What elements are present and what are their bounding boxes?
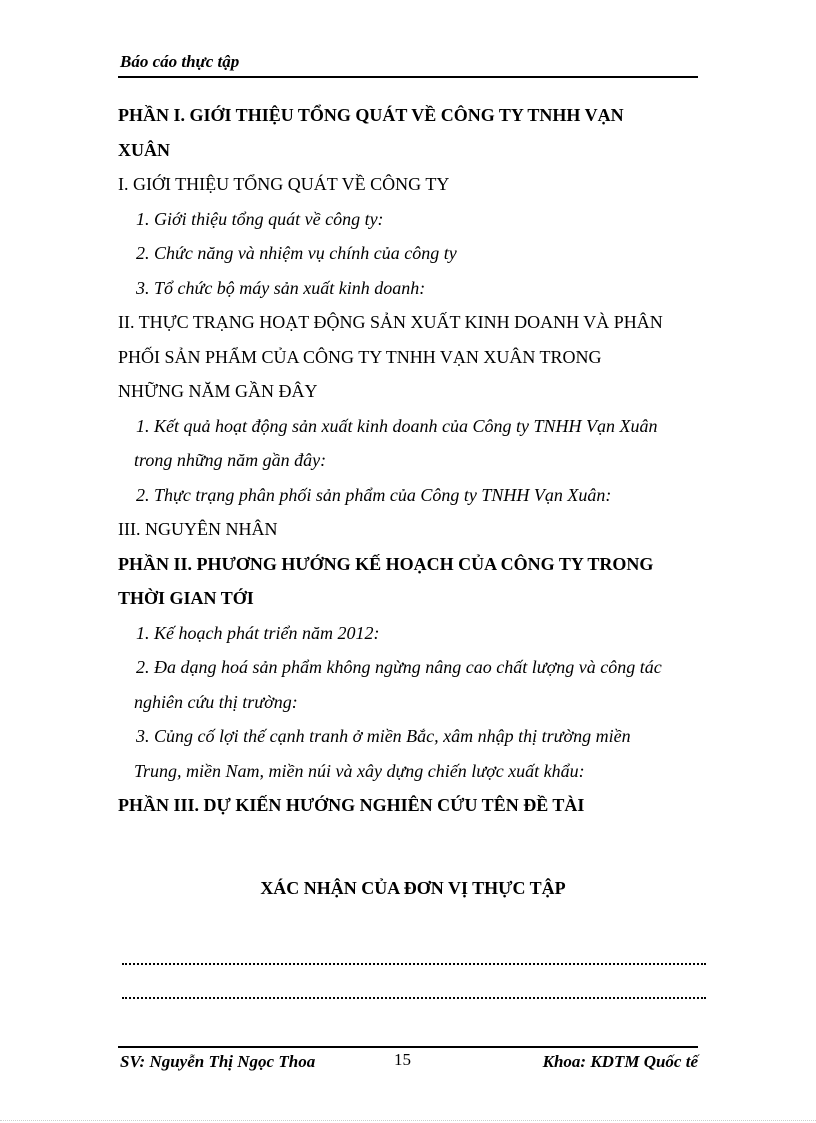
header-title: Báo cáo thực tập [120, 52, 240, 71]
part-1-heading-line-1: PHẦN I. GIỚI THIỆU TỔNG QUÁT VỀ CÔNG TY TNHH VẠN [118, 105, 624, 125]
header-divider [118, 76, 698, 78]
subsection-item: 1. Kết quả hoạt động sản xuất kinh doanh của Công ty TNHH Vạn Xuân [136, 415, 658, 436]
table-of-contents [118, 98, 702, 823]
part-2-heading-line-2: THỜI GIAN TỚI [118, 588, 254, 608]
section-2-heading-line-2: PHỐI SẢN PHẨM CỦA CÔNG TY TNHH VẠN XUÂN TRONG [118, 346, 602, 367]
confirmation-title: XÁC NHẬN CỦA ĐƠN VỊ THỰC TẬP [260, 878, 566, 898]
subsection-item: 3. Củng cố lợi thế cạnh tranh ở miền Bắc, xâm nhập thị trường miền [136, 726, 631, 746]
subsection-item-continuation: trong những năm gần đây: [134, 450, 327, 470]
footer-department: Khoa: KDTM Quốc tế [542, 1052, 698, 1071]
part-3-heading: PHẦN III. DỰ KIẾN HƯỚNG NGHIÊN CỨU TÊN ĐỀ TÀI [118, 795, 585, 815]
page-number: 15 [394, 1050, 411, 1069]
subsection-item-continuation: nghiên cứu thị trường: [134, 691, 298, 712]
footer-student-name: SV: Nguyễn Thị Ngọc Thoa [120, 1052, 316, 1071]
dotted-signature-line [122, 963, 706, 965]
footer-divider [118, 1046, 698, 1048]
subsection-item: 1. Giới thiệu tổng quát về công ty: [136, 208, 384, 229]
subsection-item-continuation: Trung, miền Nam, miền núi và xây dựng chiến lược xuất khẩu: [134, 760, 585, 781]
part-1-heading-line-2: XUÂN [118, 139, 170, 160]
section-1-heading: I. GIỚI THIỆU TỔNG QUÁT VỀ CÔNG TY [118, 174, 450, 194]
page-bottom-edge [0, 1120, 816, 1121]
subsection-item: 3. Tổ chức bộ máy sản xuất kinh doanh: [136, 277, 426, 298]
section-2-heading-line-1: II. THỰC TRẠNG HOẠT ĐỘNG SẢN XUẤT KINH DOANH VÀ PHÂN [118, 312, 663, 332]
subsection-item: 2. Thực trạng phân phối sản phẩm của Công ty TNHH Vạn Xuân: [136, 484, 612, 505]
section-2-heading-line-3: NHỮNG NĂM GẦN ĐÂY [118, 381, 318, 401]
subsection-item: 1. Kế hoạch phát triển năm 2012: [136, 622, 380, 643]
dotted-signature-line [122, 997, 706, 999]
subsection-item: 2. Chức năng và nhiệm vụ chính của công ty [136, 243, 457, 263]
section-3-heading: III. NGUYÊN NHÂN [118, 519, 278, 539]
subsection-item: 2. Đa dạng hoá sản phẩm không ngừng nâng cao chất lượng và công tác [136, 657, 662, 677]
part-2-heading-line-1: PHẦN II. PHƯƠNG HƯỚNG KẾ HOẠCH CỦA CÔNG TY TRONG [118, 553, 654, 574]
